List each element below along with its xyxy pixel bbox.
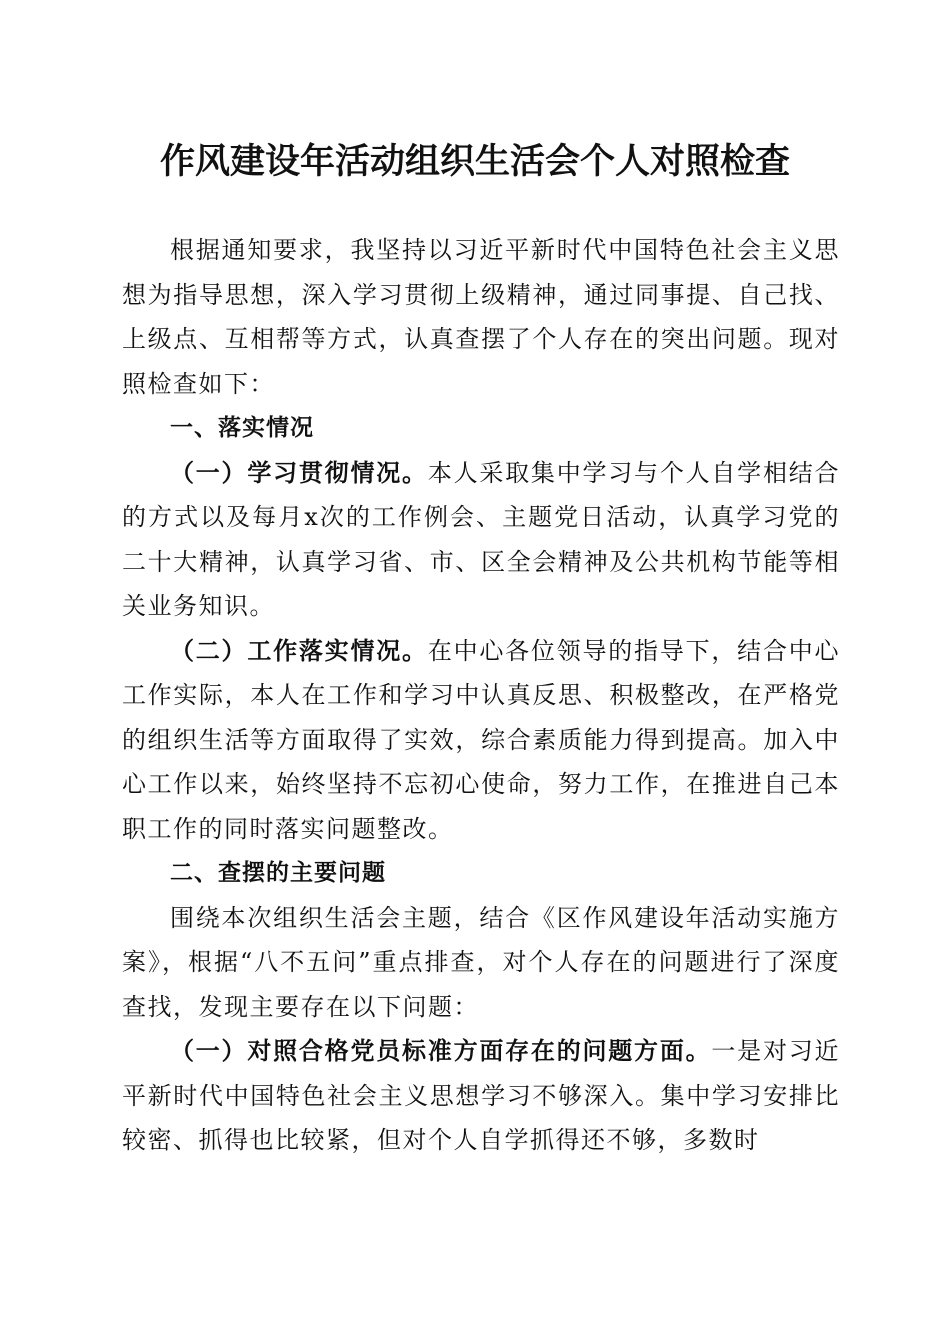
intro-paragraph: 根据通知要求，我坚持以习近平新时代中国特色社会主义思想为指导思想，深入学习贯彻上级精神，通过同事提、自己找、上级点、互相帮等方式，认真查摆了个人存在的突出问题。现对照检查如下： <box>122 236 840 398</box>
section-heading-implementation: 一、落实情况 <box>170 415 314 441</box>
paragraph-study-body: 本人采取集中学习与个人自学相结合的方式以及每月x次的工作例会、主题党日活动，认真学习党的二十大精神，认真学习省、市、区全会精神及公共机构节能等相关业务知识。 <box>122 458 841 620</box>
paragraph-work-body: 在中心各位领导的指导下，结合中心工作实际，本人在工作和学习中认真反思、积极整改，在严格党的组织生活等方面取得了实效，综合素质能力得到提高。加入中心工作以来，始终坚持不忘初心使命，努力工作，在推进自己本职工作的同时落实问题整改。 <box>122 636 841 843</box>
section-heading-problems: 二、查摆的主要问题 <box>170 860 386 886</box>
paragraph-work <box>122 629 840 852</box>
paragraph-study-lead: （一）学习贯彻情况。 <box>170 457 428 487</box>
document-body <box>122 228 840 1163</box>
paragraph-study <box>122 451 840 629</box>
paragraph-party-standard-body: 一是对习近平新时代中国特色社会主义思想学习不够深入。集中学习安排比较密、抓得也比较紧，但对个人自学抓得还不够，多数时 <box>122 1037 841 1154</box>
paragraph-party-standard <box>122 1029 840 1163</box>
problems-intro-paragraph: 围绕本次组织生活会主题，结合《区作风建设年活动实施方案》，根据“八不五问”重点排查，对个人存在的问题进行了深度查找，发现主要存在以下问题： <box>122 903 840 1021</box>
paragraph-party-standard-lead: （一）对照合格党员标准方面存在的问题方面。 <box>170 1036 712 1065</box>
paragraph-work-lead: （二）工作落实情况。 <box>170 635 428 665</box>
document-title: 作风建设年活动组织生活会个人对照检查 <box>159 141 790 182</box>
